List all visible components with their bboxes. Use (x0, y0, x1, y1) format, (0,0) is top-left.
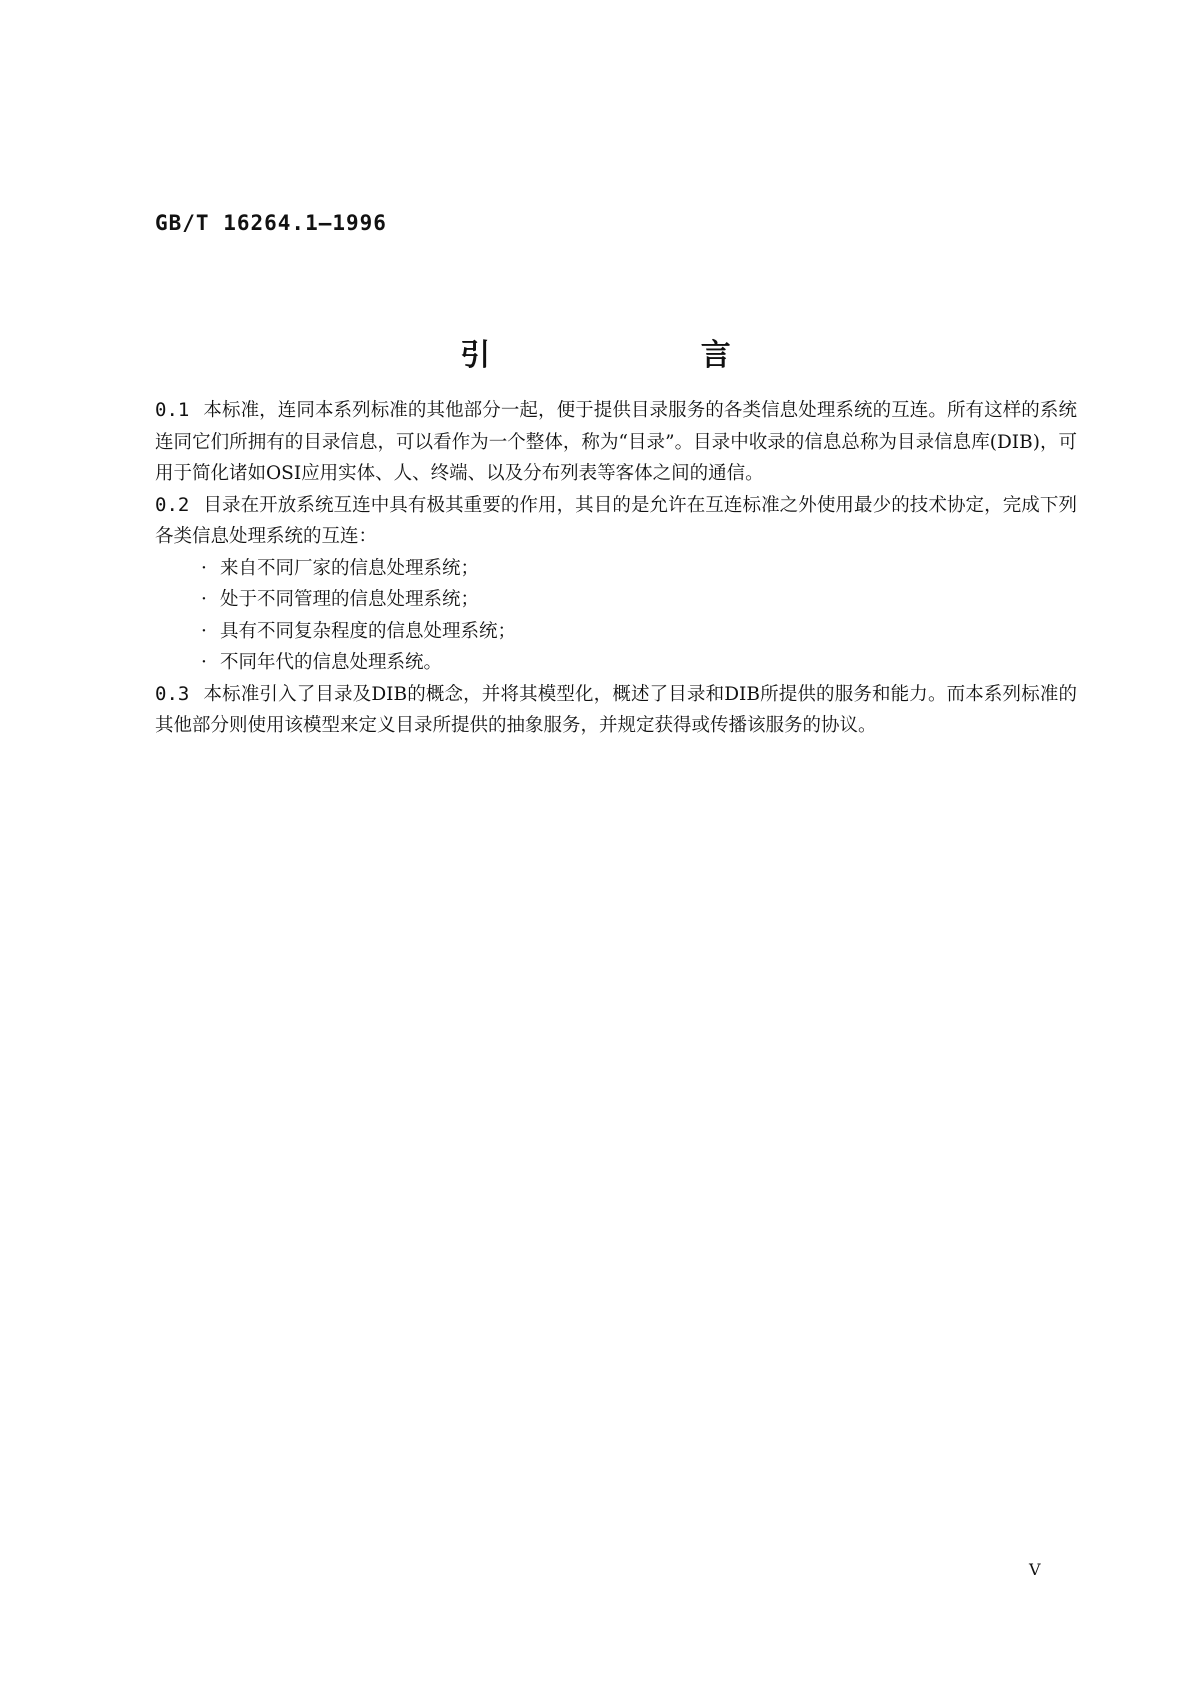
bullet-icon: · (201, 557, 207, 579)
list-item (155, 553, 1077, 585)
clause-number: 0.2 (155, 493, 190, 516)
list-item (155, 616, 1077, 648)
clause-number: 0.3 (155, 682, 190, 705)
standard-code: GB/T 16264.1—1996 (155, 211, 387, 235)
clause-0-2 (155, 490, 1077, 553)
body-content (155, 395, 1077, 742)
list-item-text: 不同年代的信息处理系统。 (220, 652, 443, 673)
clause-number: 0.1 (155, 399, 190, 421)
list-item-text: 具有不同复杂程度的信息处理系统； (220, 620, 517, 642)
page-number: V (1029, 1560, 1041, 1579)
clause-0-3 (155, 679, 1077, 742)
bullet-icon: · (201, 652, 207, 673)
clause-text: 本标准引入了目录及DIB的概念，并将其模型化，概述了目录和DIB所提供的服务和能力。而本系列标准的其他部分则使用该模型来定义目录所提供的抽象服务，并规定获得或传播该服务的协议。 (155, 683, 1077, 736)
clause-0-1 (155, 395, 1077, 490)
bullet-list (155, 553, 1077, 679)
bullet-icon: · (201, 620, 207, 642)
list-item (155, 647, 1077, 679)
clause-text: 目录在开放系统互连中具有极其重要的作用，其目的是允许在互连标准之外使用最少的技术协定，完成下列各类信息处理系统的互连： (155, 494, 1077, 547)
list-item-text: 来自不同厂家的信息处理系统； (220, 557, 480, 579)
page-title: 引 言 (460, 338, 831, 373)
list-item-text: 处于不同管理的信息处理系统； (220, 589, 480, 610)
list-item (155, 584, 1077, 616)
bullet-icon: · (201, 589, 207, 610)
clause-text: 本标准，连同本系列标准的其他部分一起，便于提供目录服务的各类信息处理系统的互连。所有这样的系统连同它们所拥有的目录信息，可以看作为一个整体，称为“目录”。目录中收录的信息总称为目录信息库(DIB)，可用于简化诸如OSI应用实体、人、终端、以及分布列表等客体之间的通信。 (155, 400, 1077, 484)
